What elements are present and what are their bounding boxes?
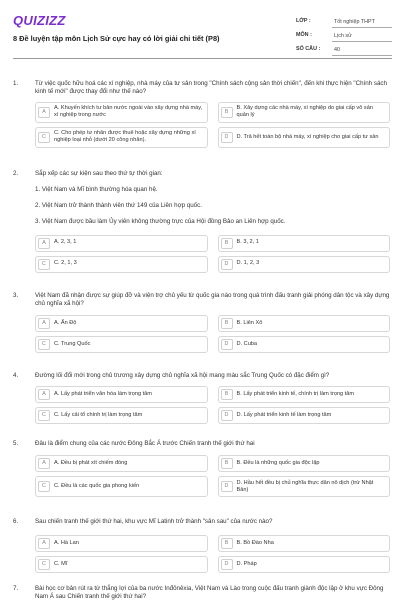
question-1 [13, 80, 390, 148]
option-text: B. Xây dựng các nhà máy, xí nghiệp do giai cấp vô sản quản lý [236, 104, 373, 119]
options-grid [35, 102, 390, 148]
question-text: Sau chiến tranh thế giới thứ hai, khu vực Mĩ Latinh trở thành "sân sau" của nước nào? [35, 518, 273, 525]
option-a[interactable] [35, 455, 208, 472]
meta-label: MÔN : [296, 32, 312, 39]
option-letter: A [38, 238, 50, 249]
question-6 [13, 518, 390, 573]
option-d[interactable] [218, 256, 391, 273]
option-letter: A [38, 318, 50, 329]
option-c[interactable] [35, 476, 208, 497]
question-text: Sắp xếp các sự kiện sau theo thứ tự thời gian: [35, 170, 163, 177]
option-text: C. Cho phép tư nhân được thuê hoặc xây dựng những xí nghiệp loại nhỏ (dưới 20 công nhân). [54, 129, 196, 144]
option-d[interactable] [218, 127, 391, 148]
quizizz-logo: QUIZIZZ [13, 13, 66, 28]
meta-label: SỐ CÂU : [296, 46, 321, 53]
options-grid [35, 315, 390, 353]
option-b[interactable] [218, 386, 391, 403]
question-text: Bài học cơ bản rút ra từ thắng lợi của ba nước Inđônêxia, Việt Nam và Lào trong cuộc đấu tranh giành độc lập ở khu vực Đông Nam Á sau Chiến tranh thế giới thứ hai? [35, 585, 384, 600]
option-letter: B [221, 318, 233, 329]
option-text: D. Cuba [236, 340, 258, 347]
option-text: C. Đều là các quốc gia phong kiến [54, 483, 140, 490]
option-c[interactable] [35, 256, 208, 273]
option-b[interactable] [218, 235, 391, 252]
option-letter: C [38, 481, 50, 492]
option-a[interactable] [35, 102, 208, 123]
question-text: Đâu là điểm chung của các nước Đông Bắc Á trước Chiến tranh thế giới thứ hai [35, 440, 255, 447]
option-text: A. Lấy phát triển văn hóa làm trọng tâm [54, 391, 152, 398]
options-grid [35, 535, 390, 573]
question-number: 4. [13, 372, 19, 379]
option-b[interactable] [218, 455, 391, 472]
options-grid [35, 386, 390, 424]
meta-value: 40 [332, 45, 392, 56]
meta-row-class [296, 15, 392, 29]
option-a[interactable] [35, 386, 208, 403]
options-grid [35, 455, 390, 497]
option-letter: A [38, 538, 50, 549]
question-number: 1. [13, 80, 19, 87]
question-number: 5. [13, 440, 19, 447]
option-text: C. Lấy cải tổ chính trị làm trọng tâm [54, 412, 143, 419]
option-letter: B [221, 458, 233, 469]
option-text: D. Hầu hết đều bị chủ nghĩa thực dân nô dịch (trừ Nhật Bản) [236, 479, 374, 493]
option-letter: B [221, 238, 233, 249]
option-letter: A [38, 458, 50, 469]
option-text: C. Trung Quốc [54, 340, 91, 347]
option-text: B. Đều là những quốc gia độc lập [236, 460, 320, 467]
option-text: A. 2, 3, 1 [54, 239, 77, 246]
option-a[interactable] [35, 235, 208, 252]
option-text: A. Hà Lan [54, 540, 79, 547]
meta-label: LỚP : [296, 18, 311, 25]
option-text: B. Lấy phát triển kinh tế, chính trị làm trọng tâm [236, 391, 355, 398]
option-letter: B [221, 538, 233, 549]
option-c[interactable] [35, 407, 208, 424]
question-number: 6. [13, 518, 19, 525]
option-b[interactable] [218, 315, 391, 332]
option-text: C. 2, 1, 3 [54, 260, 77, 267]
option-letter: C [38, 132, 50, 143]
meta-value: Tốt nghiệp THPT [332, 17, 392, 28]
option-letter: B [221, 389, 233, 400]
option-text: B. Bồ Đào Nha [236, 540, 274, 547]
meta-value: Lịch sử [332, 31, 392, 42]
option-letter: B [221, 107, 233, 118]
option-c[interactable] [35, 556, 208, 573]
option-letter: A [38, 389, 50, 400]
meta-panel [296, 15, 392, 57]
option-d[interactable] [218, 336, 391, 353]
option-text: B. 3, 2, 1 [236, 239, 259, 246]
option-letter: D [221, 559, 233, 570]
question-number: 7. [13, 585, 19, 592]
option-a[interactable] [35, 535, 208, 552]
question-line: 2. Việt Nam trở thành thành viên thứ 149 của Liên hợp quốc. [35, 202, 202, 210]
option-c[interactable] [35, 336, 208, 353]
option-letter: C [38, 259, 50, 270]
option-text: A. Khuyến khích tư bản nước ngoài vào xây dựng nhà máy, xí nghiệp trong nước [54, 104, 203, 119]
option-text: D. Pháp [236, 561, 257, 568]
question-2 [13, 170, 390, 273]
option-text: D. Trả hết toàn bộ nhà máy, xí nghiệp cho giai cấp tư sản [236, 133, 379, 140]
option-text: A. Đều bị phát xít chiếm đóng [54, 460, 128, 467]
meta-row-subject [296, 29, 392, 43]
question-4 [13, 372, 390, 424]
option-b[interactable] [218, 535, 391, 552]
option-letter: D [221, 410, 233, 421]
option-text: D. Lấy phát triển kinh tế làm trọng tâm [236, 412, 332, 419]
question-text: Từ việc quốc hữu hoá các xí nghiệp, nhà máy của tư sản trong "Chính sách cộng sản thời chiến", đến khi thực hiện "Chính sách kinh tế mới" được thay đổi như thế nào? [35, 80, 387, 96]
option-text: B. Liên Xô [236, 319, 263, 326]
option-letter: C [38, 410, 50, 421]
question-5 [13, 440, 390, 497]
question-text: Đường lối đổi mới trong chủ trương xây dựng chủ nghĩa xã hội mang màu sắc Trung Quốc có đặc điểm gì? [35, 372, 330, 379]
option-b[interactable] [218, 102, 391, 123]
worksheet-header [0, 0, 400, 62]
option-text: C. Mĩ [54, 561, 68, 568]
question-line: 3. Việt Nam được bầu làm Ủy viên không thường trực của Hội đồng Bảo an Liên hợp quốc. [35, 218, 286, 226]
options-grid [35, 235, 390, 273]
option-letter: C [38, 339, 50, 350]
header-divider [13, 58, 392, 59]
option-d[interactable] [218, 556, 391, 573]
option-letter: D [221, 481, 233, 492]
question-3 [13, 292, 390, 353]
option-letter: D [221, 259, 233, 270]
option-letter: D [221, 339, 233, 350]
option-letter: D [221, 132, 233, 143]
option-letter: C [38, 559, 50, 570]
option-d[interactable] [218, 476, 391, 497]
option-letter: A [38, 107, 50, 118]
option-d[interactable] [218, 407, 391, 424]
question-number: 3. [13, 292, 19, 299]
meta-row-count [296, 43, 392, 57]
question-number: 2. [13, 170, 19, 177]
question-text: Việt Nam đã nhận được sự giúp đỡ và viện trợ chủ yếu từ quốc gia nào trong quá trình đấu tranh giải phóng dân tộc và xây dựng chủ nghĩa xã hội? [35, 292, 390, 308]
question-line: 1. Việt Nam và Mĩ bình thường hóa quan hệ. [35, 186, 158, 194]
question-7 [13, 585, 390, 600]
option-a[interactable] [35, 315, 208, 332]
option-c[interactable] [35, 127, 208, 148]
page-title: 8 Đề luyện tập môn Lịch Sử cực hay có lời giải chi tiết (P8) [13, 34, 220, 43]
option-text: A. Ấn Độ [54, 319, 77, 326]
option-text: D. 1, 2, 3 [236, 260, 260, 267]
